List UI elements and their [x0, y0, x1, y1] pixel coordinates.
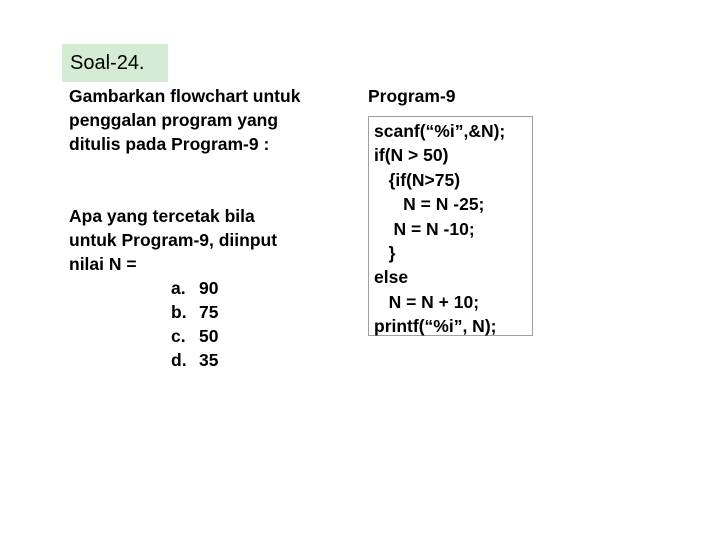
program-title: Program-9 [368, 86, 456, 106]
option-item [171, 348, 359, 372]
question-text [69, 84, 359, 156]
question-line: Gambarkan flowchart untuk [69, 86, 301, 106]
code-line: if(N > 50) [374, 145, 449, 166]
prompt-line: nilai N = [69, 254, 137, 274]
code-line: N = N -10; [374, 218, 475, 239]
spacer [69, 156, 359, 204]
code-line: scanf(“%i”,&N); [374, 121, 506, 141]
option-letter: b. [171, 302, 187, 322]
question-line: penggalan program yang [69, 110, 279, 130]
question-line: ditulis pada Program-9 : [69, 134, 270, 154]
option-item [171, 276, 359, 300]
code-line: {if(N>75) [374, 169, 461, 190]
prompt-text [69, 204, 359, 276]
option-item [171, 300, 359, 324]
prompt-line: untuk Program-9, diinput [69, 230, 278, 250]
code-line: } [374, 243, 396, 264]
code-line: printf(“%i”, N); [374, 316, 497, 337]
option-letter: c. [171, 326, 186, 346]
answer-options [171, 276, 359, 372]
code-line: N = N -25; [374, 194, 485, 215]
slide-title-text: Soal-24. [70, 51, 145, 74]
option-value: 75 [199, 302, 219, 322]
prompt-line: Apa yang tercetak bila [69, 206, 255, 226]
option-value: 90 [199, 278, 219, 298]
option-letter: a. [171, 278, 186, 298]
option-item [171, 324, 359, 348]
slide-title [62, 44, 168, 82]
code-line: N = N + 10; [374, 291, 480, 312]
option-value: 35 [199, 350, 219, 370]
question-column [69, 84, 359, 372]
option-value: 50 [199, 326, 219, 346]
code-line: else [374, 267, 409, 288]
code-box [368, 116, 533, 336]
option-letter: d. [171, 350, 187, 370]
